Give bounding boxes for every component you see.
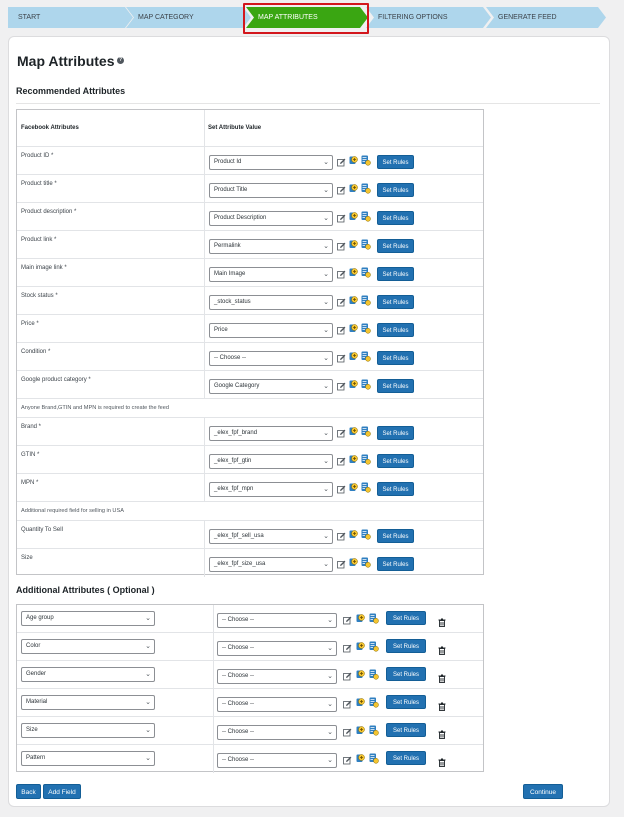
attribute-value-select[interactable] bbox=[209, 183, 333, 198]
select-value: _elex_fpf_gtin bbox=[214, 458, 252, 464]
table-row bbox=[17, 549, 483, 577]
attribute-value-select[interactable] bbox=[209, 239, 333, 254]
table-row bbox=[17, 287, 483, 315]
edit-icon[interactable] bbox=[343, 724, 352, 733]
add-value-icon[interactable] bbox=[349, 480, 358, 489]
page-title: Map Attributes bbox=[17, 53, 115, 69]
trash-icon[interactable] bbox=[438, 670, 447, 679]
add-value-icon[interactable] bbox=[349, 377, 358, 386]
attribute-value-select[interactable] bbox=[209, 295, 333, 310]
edit-icon[interactable] bbox=[337, 322, 346, 331]
attribute-select[interactable] bbox=[21, 751, 155, 766]
set-rules-button[interactable]: Set Rules bbox=[386, 639, 426, 653]
set-rules-button[interactable]: Set Rules bbox=[377, 267, 414, 281]
additional-title: Additional Attributes ( Optional ) bbox=[16, 585, 155, 595]
table-row bbox=[17, 315, 483, 343]
set-rules-button[interactable]: Set Rules bbox=[386, 667, 426, 681]
attribute-value-select[interactable] bbox=[209, 454, 333, 469]
select-value: Age group bbox=[26, 615, 54, 621]
select-value: -- Choose -- bbox=[222, 617, 255, 623]
chevron-down-icon: ⌄ bbox=[323, 271, 329, 278]
attribute-select[interactable] bbox=[21, 667, 155, 682]
concatenate-icon[interactable] bbox=[369, 723, 378, 732]
column-divider bbox=[204, 521, 205, 549]
select-value: -- Choose -- bbox=[222, 673, 255, 679]
chevron-down-icon: ⌄ bbox=[327, 757, 333, 764]
select-value: Pattern bbox=[26, 755, 46, 761]
select-value: -- Choose -- bbox=[222, 645, 255, 651]
edit-icon[interactable] bbox=[343, 752, 352, 761]
attribute-label: MPN * bbox=[21, 480, 39, 486]
set-rules-button[interactable]: Set Rules bbox=[386, 695, 426, 709]
chevron-down-icon: ⌄ bbox=[323, 486, 329, 493]
table-row bbox=[17, 371, 483, 399]
attribute-value-select[interactable] bbox=[217, 725, 337, 740]
select-value: _stock_status bbox=[214, 299, 251, 305]
concatenate-icon[interactable] bbox=[361, 321, 370, 330]
column-divider bbox=[213, 717, 214, 745]
add-value-icon[interactable] bbox=[356, 695, 365, 704]
select-value: Size bbox=[26, 727, 38, 733]
add-value-icon[interactable] bbox=[349, 527, 358, 536]
select-value: Material bbox=[26, 699, 48, 705]
add-value-icon[interactable] bbox=[349, 452, 358, 461]
chevron-down-icon: ⌄ bbox=[327, 673, 333, 680]
column-divider bbox=[204, 203, 205, 231]
add-value-icon[interactable] bbox=[349, 265, 358, 274]
attribute-label: Product link * bbox=[21, 237, 57, 243]
attribute-select[interactable] bbox=[21, 695, 155, 710]
trash-icon[interactable] bbox=[438, 614, 447, 623]
edit-icon[interactable] bbox=[343, 612, 352, 621]
edit-icon[interactable] bbox=[337, 481, 346, 490]
table-header-row bbox=[17, 110, 483, 147]
attribute-value-select[interactable] bbox=[217, 613, 337, 628]
attribute-label: GTIN * bbox=[21, 452, 40, 458]
additional-row bbox=[17, 661, 483, 689]
select-value: Google Category bbox=[214, 383, 260, 389]
attribute-value-select[interactable] bbox=[209, 482, 333, 497]
concatenate-icon[interactable] bbox=[361, 265, 370, 274]
attribute-value-select[interactable] bbox=[209, 155, 333, 170]
chevron-down-icon: ⌄ bbox=[145, 755, 151, 762]
table-note: Additional required field for selling in USA bbox=[21, 508, 124, 514]
column-divider bbox=[204, 231, 205, 259]
set-rules-button[interactable]: Set Rules bbox=[386, 723, 426, 737]
add-value-icon[interactable] bbox=[349, 293, 358, 302]
step-label: MAP CATEGORY bbox=[138, 14, 194, 21]
chevron-down-icon: ⌄ bbox=[323, 458, 329, 465]
concatenate-icon[interactable] bbox=[361, 424, 370, 433]
concatenate-icon[interactable] bbox=[369, 695, 378, 704]
add-value-icon[interactable] bbox=[349, 209, 358, 218]
step-label: MAP ATTRIBUTES bbox=[258, 14, 318, 21]
select-value: -- Choose -- bbox=[222, 729, 255, 735]
chevron-down-icon: ⌄ bbox=[323, 355, 329, 362]
concatenate-icon[interactable] bbox=[361, 349, 370, 358]
column-divider bbox=[204, 287, 205, 315]
set-rules-button[interactable]: Set Rules bbox=[377, 454, 414, 468]
column-divider bbox=[204, 147, 205, 175]
table-row bbox=[17, 418, 483, 446]
chevron-down-icon: ⌄ bbox=[145, 615, 151, 622]
column-divider bbox=[204, 446, 205, 474]
step-filtering-options[interactable] bbox=[366, 7, 491, 28]
step-map-category[interactable] bbox=[126, 7, 251, 28]
add-value-icon[interactable] bbox=[349, 181, 358, 190]
edit-icon[interactable] bbox=[343, 696, 352, 705]
chevron-down-icon: ⌄ bbox=[327, 617, 333, 624]
set-rules-button[interactable]: Set Rules bbox=[377, 239, 414, 253]
attribute-value-select[interactable] bbox=[209, 529, 333, 544]
recommended-attributes-table bbox=[16, 109, 484, 575]
help-icon[interactable]: ? bbox=[118, 57, 123, 63]
chevron-down-icon: ⌄ bbox=[145, 643, 151, 650]
trash-icon[interactable] bbox=[438, 726, 447, 735]
select-value: -- Choose -- bbox=[222, 757, 255, 763]
column-divider bbox=[204, 259, 205, 287]
set-rules-button[interactable]: Set Rules bbox=[377, 155, 414, 169]
back-button[interactable]: Back bbox=[16, 784, 41, 799]
chevron-down-icon: ⌄ bbox=[323, 383, 329, 390]
attribute-value-select[interactable] bbox=[217, 697, 337, 712]
edit-icon[interactable] bbox=[337, 528, 346, 537]
select-value: Price bbox=[214, 327, 228, 333]
attribute-label: Product ID * bbox=[21, 153, 54, 159]
attribute-value-select[interactable] bbox=[209, 557, 333, 572]
attribute-label: Price * bbox=[21, 321, 39, 327]
attribute-value-select[interactable] bbox=[209, 211, 333, 226]
table-row bbox=[17, 521, 483, 549]
add-value-icon[interactable] bbox=[349, 424, 358, 433]
attribute-label: Main image link * bbox=[21, 265, 67, 271]
select-value: Gender bbox=[26, 671, 47, 677]
table-row bbox=[17, 231, 483, 259]
concatenate-icon[interactable] bbox=[361, 527, 370, 536]
column-divider bbox=[204, 549, 205, 577]
attribute-label: Quantity To Sell bbox=[21, 527, 63, 533]
attribute-value-select[interactable] bbox=[217, 641, 337, 656]
table-row bbox=[17, 175, 483, 203]
attribute-select[interactable] bbox=[21, 611, 155, 626]
trash-icon[interactable] bbox=[438, 642, 447, 651]
edit-icon[interactable] bbox=[337, 294, 346, 303]
step-label: GENERATE FEED bbox=[498, 14, 557, 21]
concatenate-icon[interactable] bbox=[361, 377, 370, 386]
edit-icon[interactable] bbox=[343, 668, 352, 677]
attribute-label: Brand * bbox=[21, 424, 42, 430]
chevron-down-icon: ⌄ bbox=[327, 729, 333, 736]
concatenate-icon[interactable] bbox=[369, 611, 378, 620]
select-value: Main Image bbox=[214, 271, 246, 277]
chevron-down-icon: ⌄ bbox=[145, 671, 151, 678]
edit-icon[interactable] bbox=[337, 210, 346, 219]
chevron-down-icon: ⌄ bbox=[323, 159, 329, 166]
attribute-value-select[interactable] bbox=[209, 379, 333, 394]
select-value: Product Id bbox=[214, 159, 242, 165]
select-value: Product Description bbox=[214, 215, 267, 221]
concatenate-icon[interactable] bbox=[369, 639, 378, 648]
attribute-label: Size bbox=[21, 555, 33, 561]
recommended-title: Recommended Attributes bbox=[16, 86, 126, 96]
wizard-stepper bbox=[0, 0, 624, 36]
chevron-down-icon: ⌄ bbox=[145, 727, 151, 734]
chevron-down-icon: ⌄ bbox=[327, 645, 333, 652]
edit-icon[interactable] bbox=[337, 378, 346, 387]
edit-icon[interactable] bbox=[337, 266, 346, 275]
select-value: _elex_fpf_sell_usa bbox=[214, 533, 264, 539]
select-value: -- Choose -- bbox=[214, 355, 247, 361]
select-value: -- Choose -- bbox=[222, 701, 255, 707]
additional-row bbox=[17, 717, 483, 745]
select-value: Color bbox=[26, 643, 41, 649]
edit-icon[interactable] bbox=[337, 425, 346, 434]
attribute-select[interactable] bbox=[21, 639, 155, 654]
add-value-icon[interactable] bbox=[356, 639, 365, 648]
attribute-label: Product description * bbox=[21, 209, 77, 215]
concatenate-icon[interactable] bbox=[361, 237, 370, 246]
select-value: _elex_fpf_size_usa bbox=[214, 561, 266, 567]
add-value-icon[interactable] bbox=[349, 321, 358, 330]
edit-icon[interactable] bbox=[343, 640, 352, 649]
table-row bbox=[17, 147, 483, 175]
column-divider bbox=[213, 745, 214, 773]
chevron-down-icon: ⌄ bbox=[323, 561, 329, 568]
column-divider bbox=[204, 175, 205, 203]
continue-button[interactable]: Continue bbox=[523, 784, 563, 799]
table-row bbox=[17, 259, 483, 287]
concatenate-icon[interactable] bbox=[361, 555, 370, 564]
set-rules-button[interactable]: Set Rules bbox=[386, 751, 426, 765]
column-divider bbox=[213, 689, 214, 717]
step-generate-feed[interactable] bbox=[486, 7, 606, 28]
table-row bbox=[17, 343, 483, 371]
concatenate-icon[interactable] bbox=[361, 181, 370, 190]
chevron-down-icon: ⌄ bbox=[323, 327, 329, 334]
edit-icon[interactable] bbox=[337, 453, 346, 462]
additional-row bbox=[17, 633, 483, 661]
step-start[interactable] bbox=[8, 7, 133, 28]
column-divider bbox=[204, 110, 205, 147]
add-value-icon[interactable] bbox=[349, 153, 358, 162]
additional-row bbox=[17, 689, 483, 717]
select-value: _elex_fpf_brand bbox=[214, 430, 258, 436]
table-row bbox=[17, 203, 483, 231]
edit-icon[interactable] bbox=[337, 350, 346, 359]
column-divider bbox=[213, 605, 214, 633]
set-rules-button[interactable]: Set Rules bbox=[377, 295, 414, 309]
edit-icon[interactable] bbox=[337, 154, 346, 163]
attribute-value-select[interactable] bbox=[209, 351, 333, 366]
trash-icon[interactable] bbox=[438, 698, 447, 707]
concatenate-icon[interactable] bbox=[361, 452, 370, 461]
attribute-select[interactable] bbox=[21, 723, 155, 738]
add-value-icon[interactable] bbox=[356, 611, 365, 620]
concatenate-icon[interactable] bbox=[361, 153, 370, 162]
set-rules-button[interactable]: Set Rules bbox=[377, 351, 414, 365]
attribute-value-select[interactable] bbox=[209, 426, 333, 441]
step-label: START bbox=[18, 14, 41, 21]
attribute-label: Condition * bbox=[21, 349, 51, 355]
column-divider bbox=[204, 418, 205, 446]
trash-icon[interactable] bbox=[438, 754, 447, 763]
active-step-highlight bbox=[243, 3, 369, 34]
add-value-icon[interactable] bbox=[356, 723, 365, 732]
section-divider bbox=[16, 103, 600, 104]
add-value-icon[interactable] bbox=[349, 349, 358, 358]
additional-row bbox=[17, 745, 483, 773]
additional-attributes-table bbox=[16, 604, 484, 772]
column-header-set-attribute-value: Set Attribute Value bbox=[208, 125, 262, 131]
add-field-button[interactable]: Add Field bbox=[43, 784, 81, 799]
set-rules-button[interactable]: Set Rules bbox=[377, 529, 414, 543]
attribute-value-select[interactable] bbox=[217, 753, 337, 768]
step-label: FILTERING OPTIONS bbox=[378, 14, 448, 21]
table-note: Anyone Brand,GTIN and MPN is required to create the feed bbox=[21, 405, 170, 411]
set-rules-button[interactable]: Set Rules bbox=[377, 557, 414, 571]
edit-icon[interactable] bbox=[337, 556, 346, 565]
concatenate-icon[interactable] bbox=[369, 751, 378, 760]
edit-icon[interactable] bbox=[337, 182, 346, 191]
concatenate-icon[interactable] bbox=[361, 293, 370, 302]
set-rules-button[interactable]: Set Rules bbox=[377, 323, 414, 337]
concatenate-icon[interactable] bbox=[361, 480, 370, 489]
select-value: Permalink bbox=[214, 243, 241, 249]
set-rules-button[interactable]: Set Rules bbox=[377, 379, 414, 393]
table-note-row bbox=[17, 502, 483, 521]
edit-icon[interactable] bbox=[337, 238, 346, 247]
add-value-icon[interactable] bbox=[356, 751, 365, 760]
column-divider bbox=[204, 343, 205, 371]
column-divider bbox=[213, 633, 214, 661]
chevron-down-icon: ⌄ bbox=[323, 243, 329, 250]
set-rules-button[interactable]: Set Rules bbox=[386, 611, 426, 625]
chevron-down-icon: ⌄ bbox=[327, 701, 333, 708]
column-divider bbox=[204, 371, 205, 399]
add-value-icon[interactable] bbox=[356, 667, 365, 676]
select-value: Product Title bbox=[214, 187, 248, 193]
attribute-value-select[interactable] bbox=[209, 267, 333, 282]
column-header-facebook-attributes: Facebook Attributes bbox=[21, 125, 79, 131]
concatenate-icon[interactable] bbox=[369, 667, 378, 676]
table-row bbox=[17, 474, 483, 502]
concatenate-icon[interactable] bbox=[361, 209, 370, 218]
table-row bbox=[17, 446, 483, 474]
add-value-icon[interactable] bbox=[349, 237, 358, 246]
table-note-row bbox=[17, 399, 483, 418]
attribute-label: Stock status * bbox=[21, 293, 58, 299]
chevron-down-icon: ⌄ bbox=[145, 699, 151, 706]
chevron-down-icon: ⌄ bbox=[323, 299, 329, 306]
set-rules-button[interactable]: Set Rules bbox=[377, 183, 414, 197]
chevron-down-icon: ⌄ bbox=[323, 533, 329, 540]
column-divider bbox=[213, 661, 214, 689]
column-divider bbox=[204, 315, 205, 343]
set-rules-button[interactable]: Set Rules bbox=[377, 211, 414, 225]
attribute-label: Product title * bbox=[21, 181, 57, 187]
set-rules-button[interactable]: Set Rules bbox=[377, 426, 414, 440]
attribute-value-select[interactable] bbox=[209, 323, 333, 338]
additional-row bbox=[17, 605, 483, 633]
chevron-down-icon: ⌄ bbox=[323, 215, 329, 222]
attribute-label: Google product category * bbox=[21, 377, 91, 383]
chevron-down-icon: ⌄ bbox=[323, 187, 329, 194]
chevron-down-icon: ⌄ bbox=[323, 430, 329, 437]
select-value: _elex_fpf_mpn bbox=[214, 486, 254, 492]
column-divider bbox=[204, 474, 205, 502]
set-rules-button[interactable]: Set Rules bbox=[377, 482, 414, 496]
add-value-icon[interactable] bbox=[349, 555, 358, 564]
attribute-value-select[interactable] bbox=[217, 669, 337, 684]
